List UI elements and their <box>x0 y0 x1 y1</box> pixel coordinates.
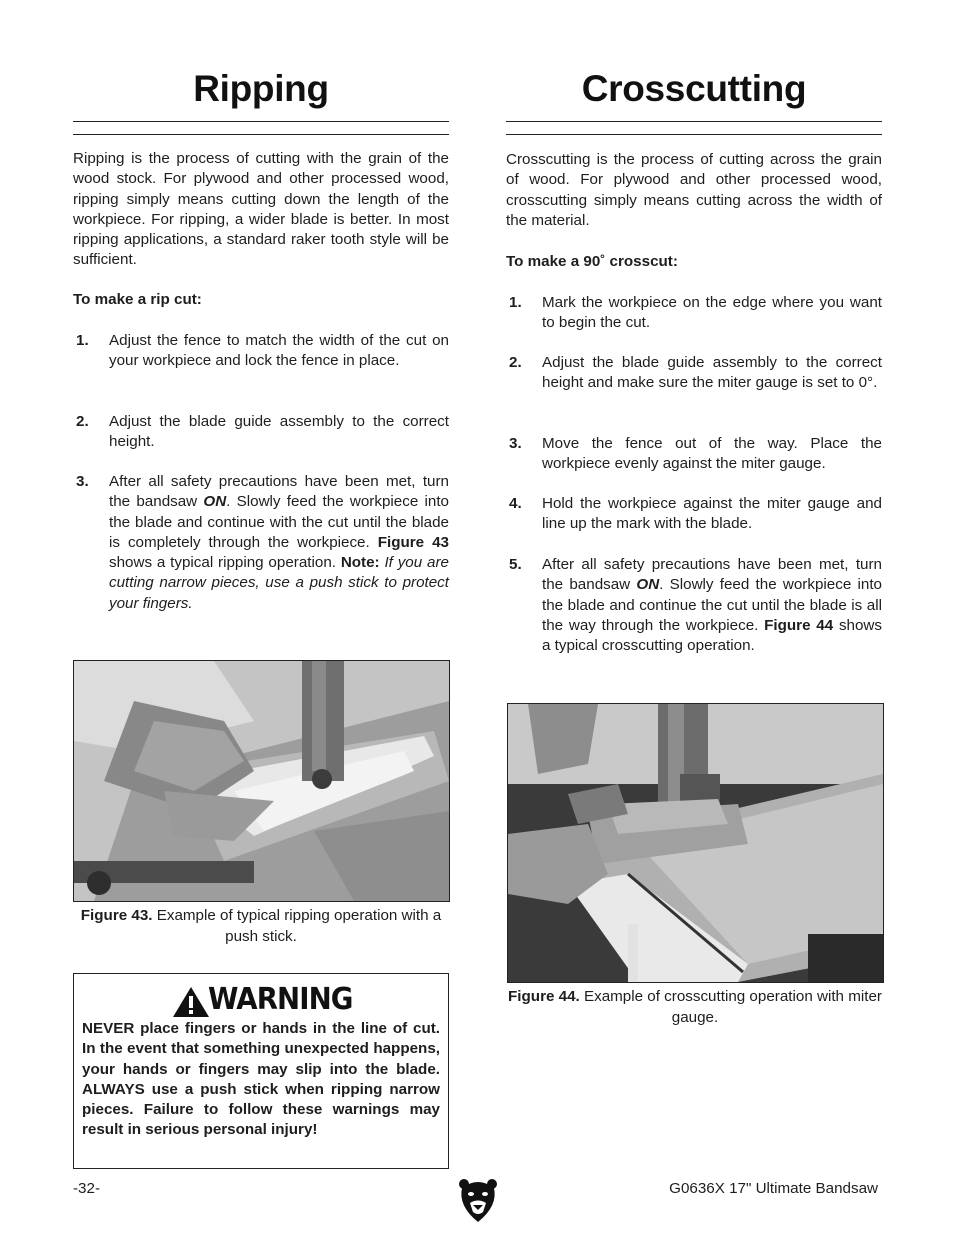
step-number: 1. <box>76 332 89 349</box>
step-text-part: shows a typical crosscutting operation. <box>542 616 882 655</box>
bear-logo-icon <box>458 1176 498 1222</box>
figure-44-caption <box>507 987 883 1028</box>
step-text: Adjust the blade guide assembly to the correct height. <box>109 413 449 451</box>
step-number: 4. <box>509 495 522 512</box>
figure-44-photo <box>507 703 884 983</box>
ripping-photo-illustration <box>74 661 449 901</box>
step-text-part: shows a typical ripping operation. <box>109 554 341 572</box>
step-number: 5. <box>509 556 522 573</box>
step-text-part: After all safety precautions have been met, turn the bandsaw <box>109 473 449 511</box>
warning-box <box>73 973 449 1169</box>
note-text: If you are cutting narrow pieces, use a push stick to protect your fingers. <box>109 554 449 612</box>
step-text-part: . Slowly feed the workpiece into the blade and continue with the cut until the blade is completely through the workpiece. <box>109 493 449 551</box>
figure-43-photo <box>73 660 450 902</box>
step-number: 3. <box>509 435 522 452</box>
figure-caption-text: Example of crosscutting operation with miter gauge. <box>579 988 882 1026</box>
note-label: Note: <box>340 554 380 572</box>
ripping-intro-text: Ripping is the process of cutting with the grain of the wood stock. For plywood and other processed wood, ripping simply means cutting down the length of the workpiece. For ripping, a wider blade is better. In most ripping applications, a standard raker tooth style will be sufficient. <box>73 150 449 269</box>
warning-triangle-icon <box>172 986 210 1018</box>
crosscutting-rule <box>506 121 882 135</box>
step-text <box>542 555 882 656</box>
crosscutting-heading: Crosscutting <box>581 68 807 109</box>
warning-text: NEVER place fingers or hands in the line of cut. In the event that something unexpected happens, your hands or fingers may slip into the blade. ALWAYS use a push stick when ripping narrow pieces. Failure to follow these warnings may result in serious personal injury! <box>82 1020 440 1139</box>
crosscutting-intro-text: Crosscutting is the process of cutting across the grain of wood. For plywood and other processed wood, crosscutting simply means cutting across the width of the material. <box>506 151 882 229</box>
ripping-heading: Ripping <box>193 68 329 109</box>
crosscutting-intro <box>506 150 882 231</box>
step-number: 2. <box>76 413 89 430</box>
ripping-intro <box>73 149 449 271</box>
step-number: 1. <box>509 294 522 311</box>
step-number: 2. <box>509 354 522 371</box>
step-text-part: . Slowly feed the workpiece into the blade and continue the cut until the blade is all the way through the workpiece. <box>542 576 882 634</box>
on-emphasis: ON <box>636 576 660 594</box>
product-name: G0636X 17" Ultimate Bandsaw <box>669 1180 878 1197</box>
on-emphasis: ON <box>203 493 227 511</box>
figure-label: Figure 43. <box>80 907 153 924</box>
crosscutting-photo-illustration <box>508 704 883 982</box>
warning-title: WARNING <box>208 982 353 1017</box>
step-text-part: After all safety precautions have been met, turn the bandsaw <box>542 556 882 594</box>
step-text <box>109 472 449 614</box>
figure-label: Figure 44. <box>508 988 580 1005</box>
rip-cut-subheading: To make a rip cut: <box>73 291 202 308</box>
figure-ref: Figure 44 <box>764 616 834 634</box>
page-number: -32- <box>73 1180 101 1197</box>
figure-ref: Figure 43 <box>377 533 449 551</box>
step-text: Move the fence out of the way. Place the workpiece evenly against the miter gauge. <box>542 435 882 473</box>
step-text: Adjust the blade guide assembly to the correct height and make sure the miter gauge is set to 0°. <box>542 354 882 392</box>
step-text: Mark the workpiece on the edge where you want to begin the cut. <box>542 294 882 332</box>
crosscut-subheading: To make a 90˚ crosscut: <box>506 253 678 270</box>
step-text: Hold the workpiece against the miter gauge and line up the mark with the blade. <box>542 495 882 533</box>
step-number: 3. <box>76 473 89 490</box>
ripping-rule <box>73 121 449 135</box>
step-text: Adjust the fence to match the width of the cut on your workpiece and lock the fence in place. <box>109 332 449 370</box>
figure-caption-text: Example of typical ripping operation with a push stick. <box>152 907 442 945</box>
figure-43-caption <box>73 906 449 947</box>
